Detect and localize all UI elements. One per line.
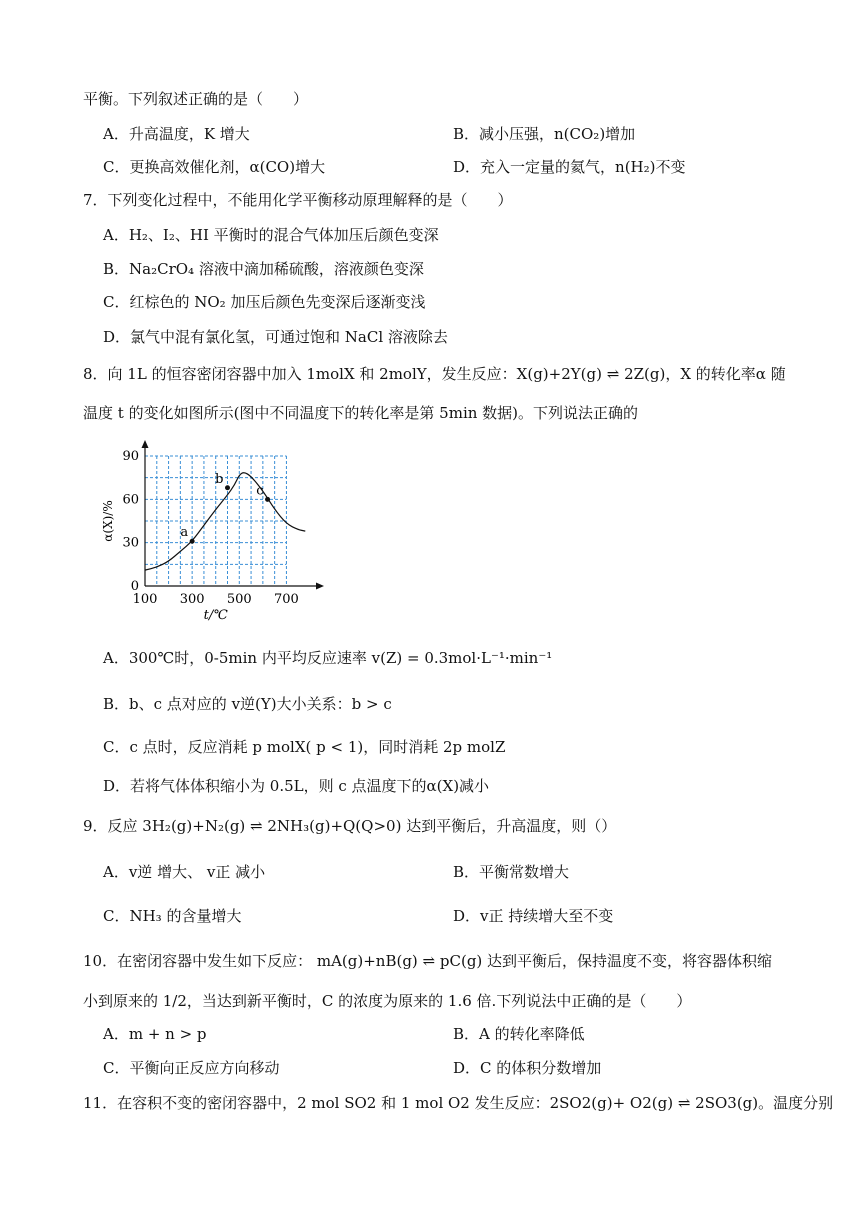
conversion-chart <box>100 438 330 628</box>
y-tick-label: 0 <box>130 579 139 594</box>
option-d: D．充入一定量的氦气，n(H₂)不变 <box>453 158 686 176</box>
question-8: 8．向 1L 的恒容密闭容器中加入 1molX 和 2molY，发生反应：X(g)+2Y(g) ⇌ 2Z(g)，X 的转化率α 随 <box>83 365 786 383</box>
y-tick-label: 90 <box>122 449 139 464</box>
point-label: b <box>215 471 224 487</box>
question-10: 10．在密闭容器中发生如下反应： mA(g)+nB(g) ⇌ pC(g) 达到平衡后，保持温度不变，将容器体积缩 <box>83 952 773 970</box>
point-label: c <box>256 483 264 499</box>
option-d: D．v正 持续增大至不变 <box>453 907 614 925</box>
data-point <box>190 539 195 544</box>
option-a: A．300℃时，0-5min 内平均反应速率 v(Z) = 0.3mol·L⁻¹·min⁻¹ <box>103 649 553 667</box>
option-c: C．NH₃ 的含量增大 <box>103 907 242 925</box>
option-d: D．若将气体体积缩小为 0.5L，则 c 点温度下的α(X)减小 <box>103 777 490 795</box>
y-axis-label: α(X)/% <box>101 500 115 542</box>
y-axis-arrow <box>142 440 149 448</box>
option-d: D．氯气中混有氯化氢，可通过饱和 NaCl 溶液除去 <box>103 328 448 346</box>
option-a: A．H₂、I₂、HI 平衡时的混合气体加压后颜色变深 <box>103 226 439 244</box>
question-9: 9．反应 3H₂(g)+N₂(g) ⇌ 2NH₃(g)+Q(Q>0) 达到平衡后，升高温度，则（） <box>83 817 617 835</box>
question-8-cont: 温度 t 的变化如图所示(图中不同温度下的转化率是第 5min 数据)。下列说法正确的 <box>83 404 639 422</box>
option-a: A．m + n > p <box>103 1025 207 1043</box>
x-tick-label: 500 <box>226 592 252 607</box>
option-c: C．c 点时，反应消耗 p molX( p < 1)，同时消耗 2p molZ <box>103 738 506 756</box>
data-point <box>265 497 270 502</box>
y-tick-label: 30 <box>122 535 139 551</box>
option-c: C．红棕色的 NO₂ 加压后颜色先变深后逐渐变浅 <box>103 293 426 311</box>
option-b: B．减小压强，n(CO₂)增加 <box>453 125 636 143</box>
question-10-cont: 小到原来的 1/2，当达到新平衡时，C 的浓度为原来的 1.6 倍.下列说法中正确的是（ ） <box>83 992 692 1010</box>
x-tick-label: 300 <box>179 592 205 607</box>
option-a: A．v逆 增大、 v正 减小 <box>103 863 266 881</box>
option-b: B．Na₂CrO₄ 溶液中滴加稀硫酸，溶液颜色变深 <box>103 260 424 278</box>
y-tick-label: 60 <box>122 492 139 508</box>
option-b: B．A 的转化率降低 <box>453 1025 585 1043</box>
option-a: A．升高温度，K 增大 <box>103 125 250 143</box>
data-point <box>225 485 230 490</box>
x-tick-label: 100 <box>132 592 158 607</box>
option-c: C．平衡向正反应方向移动 <box>103 1059 280 1077</box>
question-7: 7．下列变化过程中，不能用化学平衡移动原理解释的是（ ） <box>83 191 513 209</box>
x-axis-arrow <box>316 583 324 590</box>
x-axis-label: t/℃ <box>203 608 228 623</box>
option-b: B．b、c 点对应的 v逆(Y)大小关系：b > c <box>103 695 392 713</box>
option-c: C．更换高效催化剂，α(CO)增大 <box>103 158 326 176</box>
question-11: 11．在容积不变的密闭容器中，2 mol SO2 和 1 mol O2 发生反应：2SO2(g)+ O2(g) ⇌ 2SO3(g)。温度分别 <box>83 1094 834 1112</box>
option-d: D．C 的体积分数增加 <box>453 1059 602 1077</box>
x-tick-label: 700 <box>274 592 299 607</box>
option-b: B．平衡常数增大 <box>453 863 570 881</box>
text-line: 平衡。下列叙述正确的是（ ） <box>83 90 309 108</box>
point-label: a <box>180 525 189 541</box>
